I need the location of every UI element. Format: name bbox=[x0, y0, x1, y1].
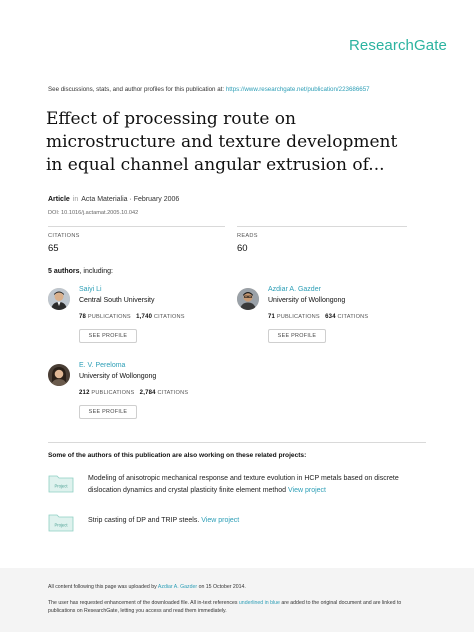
see-profile-button[interactable]: SEE PROFILE bbox=[268, 329, 326, 343]
author-citations-count: 634 bbox=[325, 314, 336, 320]
author-name[interactable]: Saiyi Li bbox=[79, 286, 102, 293]
authors-count: 5 authors bbox=[48, 268, 80, 275]
project-title: Modeling of anisotropic mechanical response and texture evolution in HCP metals based on discrete dislocation dynamics and crystal plasticity finite element method bbox=[88, 475, 399, 494]
see-profile-button[interactable]: SEE PROFILE bbox=[79, 405, 137, 419]
journal-date: Acta Materialia · February 2006 bbox=[81, 196, 180, 203]
author-citations-label: CITATIONS bbox=[153, 314, 185, 320]
researchgate-logo[interactable]: ResearchGate bbox=[349, 37, 447, 54]
author-photo-icon bbox=[48, 364, 70, 386]
author-publications-count: 71 bbox=[268, 314, 276, 320]
author-institution: University of Wollongong bbox=[268, 297, 346, 304]
meta-in: in bbox=[72, 196, 79, 203]
author-publications-count: 212 bbox=[79, 390, 90, 396]
publication-url-link[interactable]: https://www.researchgate.net/publication/223686657 bbox=[225, 86, 370, 93]
view-project-link[interactable]: View project bbox=[288, 487, 327, 494]
upload-suffix: on 15 October 2014. bbox=[198, 584, 246, 590]
author-publications-label: PUBLICATIONS bbox=[276, 314, 320, 320]
upload-prefix: All content following this page was uploaded by bbox=[48, 584, 157, 590]
underlined-link[interactable]: underlined in blue bbox=[238, 600, 280, 606]
doi: DOI: 10.1016/j.actamat.2005.10.042 bbox=[48, 210, 139, 216]
notice-suffix: are added to the original document and are linked to publications on ResearchGate, letting you access and read them immediately. bbox=[48, 600, 402, 614]
footer bbox=[0, 568, 474, 632]
author-stats bbox=[79, 390, 188, 396]
avatar[interactable] bbox=[237, 288, 259, 310]
author-publications-count: 78 bbox=[79, 314, 87, 320]
author-photo-icon bbox=[48, 288, 70, 310]
project-title: Strip casting of DP and TRIP steels. bbox=[88, 517, 200, 524]
author-photo-icon bbox=[237, 288, 259, 310]
notice-prefix: The user has requested enhancement of the downloaded file. All in-text references bbox=[48, 600, 238, 606]
authors-suffix: , including: bbox=[79, 268, 113, 275]
uploader-link[interactable]: Azdiar A. Gazder bbox=[157, 584, 198, 590]
divider-reads bbox=[237, 226, 407, 227]
author-citations-count: 1,740 bbox=[136, 314, 153, 320]
authors-heading bbox=[48, 268, 113, 275]
author-institution: University of Wollongong bbox=[79, 373, 157, 380]
author-publications-label: PUBLICATIONS bbox=[91, 390, 135, 396]
citations-value: 65 bbox=[48, 243, 59, 254]
author-stats bbox=[268, 314, 368, 320]
avatar[interactable] bbox=[48, 288, 70, 310]
see-profile-button[interactable]: SEE PROFILE bbox=[79, 329, 137, 343]
upload-note bbox=[48, 584, 246, 590]
divider-citations bbox=[48, 226, 225, 227]
view-project-link[interactable]: View project bbox=[201, 517, 240, 524]
author-publications-label: PUBLICATIONS bbox=[87, 314, 131, 320]
projects-heading: Some of the authors of this publication are also working on these related projects: bbox=[48, 452, 307, 459]
author-name[interactable]: E. V. Pereloma bbox=[79, 362, 126, 369]
author-citations-label: CITATIONS bbox=[337, 314, 369, 320]
reads-label: READS bbox=[237, 233, 258, 239]
author-citations-label: CITATIONS bbox=[157, 390, 189, 396]
author-name[interactable]: Azdiar A. Gazder bbox=[268, 286, 321, 293]
author-institution: Central South University bbox=[79, 297, 155, 304]
publication-type: Article bbox=[48, 196, 70, 203]
enhancement-notice bbox=[48, 600, 428, 615]
publication-title: Effect of processing route on microstructure and texture development in equal channel angular extrusion of... bbox=[46, 109, 398, 175]
author-stats bbox=[79, 314, 185, 320]
discussion-prefix: See discussions, stats, and author profiles for this publication at: bbox=[48, 86, 225, 93]
project-folder-icon[interactable] bbox=[48, 473, 74, 493]
discussion-line bbox=[48, 86, 370, 93]
project-folder-icon[interactable] bbox=[48, 512, 74, 532]
project-description bbox=[88, 473, 428, 497]
project-description bbox=[88, 515, 428, 527]
project-icon-label: Project bbox=[54, 522, 68, 528]
citations-label: CITATIONS bbox=[48, 233, 80, 239]
divider-projects bbox=[48, 442, 426, 443]
project-icon-label: Project bbox=[54, 483, 68, 489]
author-citations-count: 2,784 bbox=[139, 390, 156, 396]
publication-meta bbox=[48, 196, 179, 203]
reads-value: 60 bbox=[237, 243, 248, 254]
avatar[interactable] bbox=[48, 364, 70, 386]
